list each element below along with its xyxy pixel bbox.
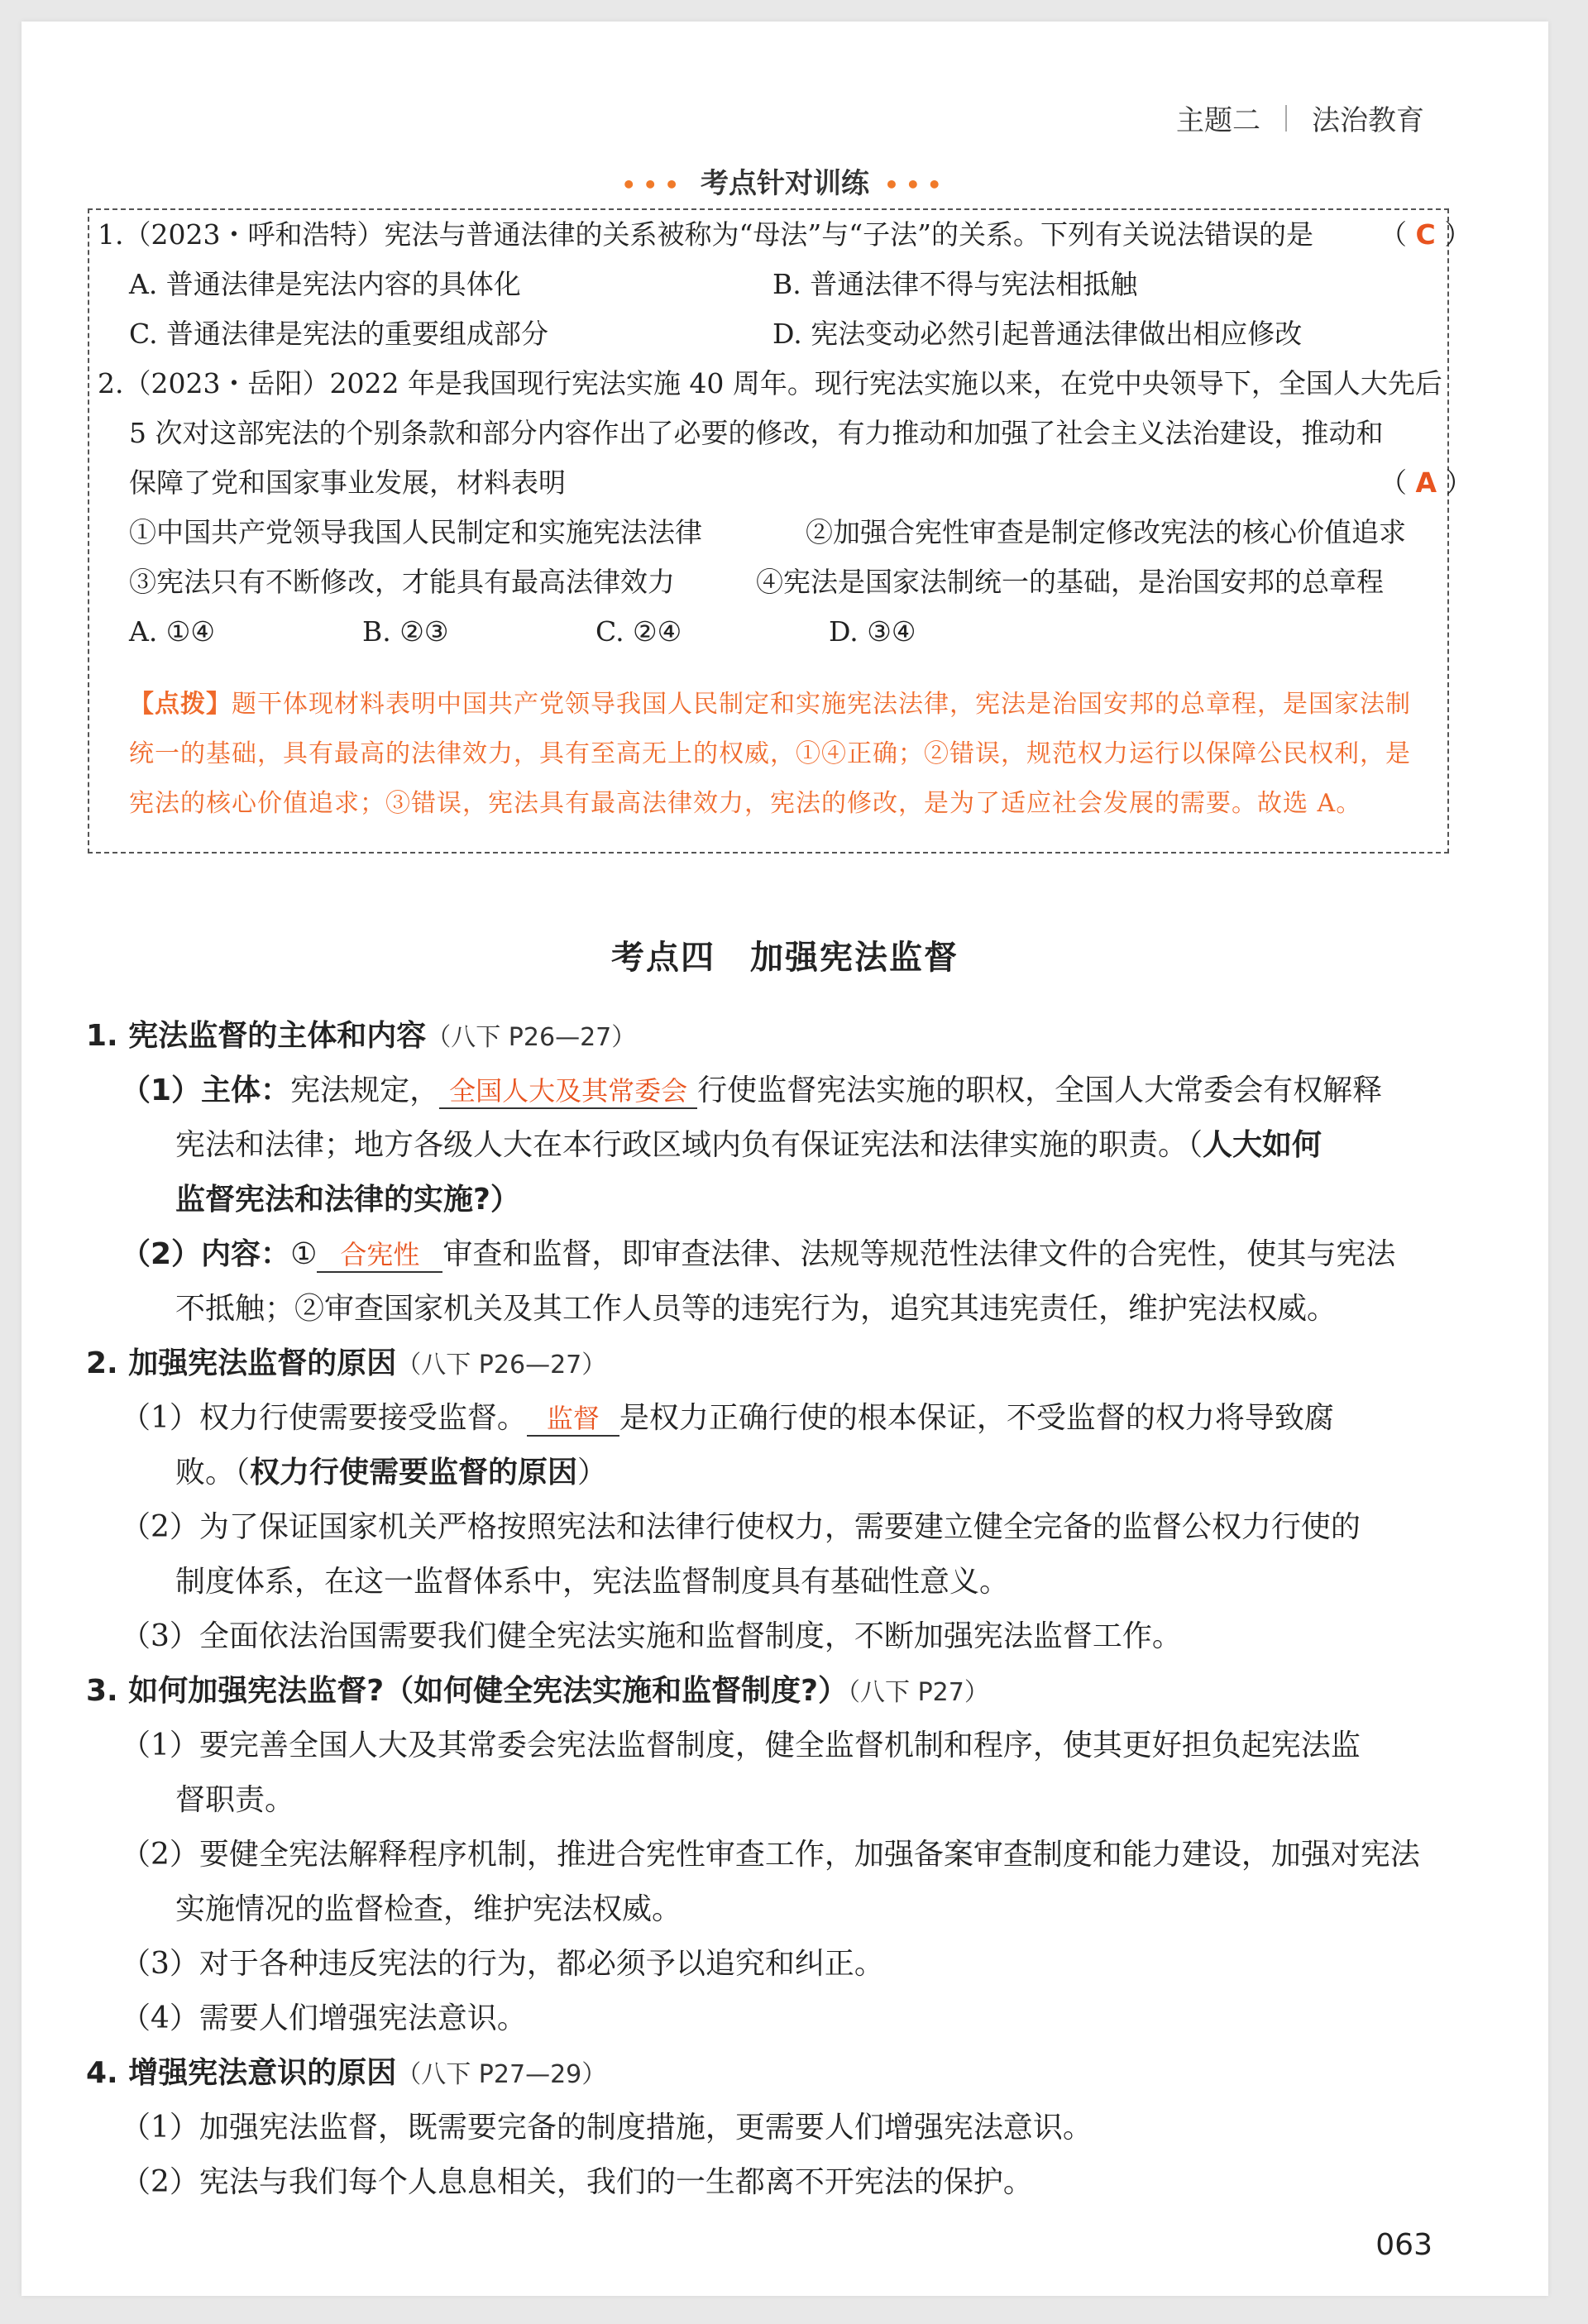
p3-item1-line1: （1）要完善全国人大及其常委会宪法监督制度，健全监督机制和程序，使其更好担负起宪法监	[121, 1729, 1361, 1762]
q2-option-d: D. ③④	[829, 615, 916, 648]
page-header	[1176, 98, 1424, 138]
p3-item4: （4）需要人们增强宪法意识。	[121, 2001, 527, 2035]
q2-option-a: A. ①④	[129, 615, 215, 648]
p1-item1-line2: 宪法和法律；地方各级人大在本行政区域内负有保证宪法和法律实施的职责。（人大如何	[175, 1128, 1323, 1162]
p1-item1-line3: 监督宪法和法律的实施?）	[175, 1183, 520, 1217]
section-tag	[22, 160, 1548, 201]
p4-item2: （2）宪法与我们每个人息息相关，我们的一生都离不开宪法的保护。	[121, 2165, 1033, 2199]
practice-box	[88, 208, 1473, 854]
knowledge-point-title: 考点四 加强宪法监督	[611, 939, 959, 977]
p1-heading: 1. 宪法监督的主体和内容（八下 P26—27）	[86, 1019, 637, 1053]
p1-item1-line1: （1）主体：宪法规定， 全国人大及其常委会 行使监督宪法实施的职权，全国人大常委会有权解释	[121, 1074, 1383, 1107]
q2-statement-3: ③宪法只有不断修改，才能具有最高法律效力	[129, 566, 675, 598]
p2-item2-line1: （2）为了保证国家机关严格按照宪法和法律行使权力，需要建立健全完备的监督公权力行使的	[121, 1510, 1361, 1544]
dots-right-icon: •••	[884, 171, 949, 198]
p2-heading: 2. 加强宪法监督的原因（八下 P26—27）	[86, 1346, 607, 1380]
q2-statement-1: ①中国共产党领导我国人民制定和实施宪法法律	[129, 516, 702, 548]
q2-option-b: B. ②③	[362, 615, 449, 648]
section-tag-text: 考点针对训练	[701, 167, 869, 200]
q2-tip	[129, 680, 1436, 829]
q2-answer: （ A ）	[1380, 466, 1473, 499]
p4-heading: 4. 增强宪法意识的原因（八下 P27—29）	[86, 2056, 607, 2090]
q1-option-a: A. 普通法律是宪法内容的具体化	[129, 268, 521, 300]
page	[22, 22, 1548, 2296]
p1-fill-blank-1: 全国人大及其常委会	[439, 1074, 697, 1109]
p1-item2-line1: （2）内容：① 合宪性 审查和监督，即审查法律、法规等规范性法律文件的合宪性，使其与宪法	[121, 1237, 1396, 1271]
p3-item2-line2: 实施情况的监督检查，维护宪法权威。	[175, 1892, 682, 1926]
p3-item2-line1: （2）要健全宪法解释程序机制，推进合宪性审查工作，加强备案审查制度和能力建设，加强对宪法	[121, 1838, 1420, 1872]
p2-fill-blank: 监督	[527, 1402, 619, 1437]
tip-tag: 【点拨】	[129, 690, 232, 719]
p3-item3: （3）对于各种违反宪法的行为，都必须予以追究和纠正。	[121, 1947, 884, 1981]
p1-item2-line2: 不抵触；②审查国家机关及其工作人员等的违宪行为，追究其违宪责任，维护宪法权威。	[175, 1292, 1337, 1326]
q2-stem-line1: 2.（2023・岳阳）2022 年是我国现行宪法实施 40 周年。现行宪法实施以来，在党中央领导下，全国人大先后	[98, 367, 1442, 399]
q2-stem-line3: 保障了党和国家事业发展，材料表明	[129, 466, 566, 499]
q1-stem: 1.（2023・呼和浩特）宪法与普通法律的关系被称为“母法”与“子法”的关系。下列有关说法错误的是	[98, 218, 1313, 251]
header-divider	[1285, 105, 1287, 132]
q2-statement-2: ②加强合宪性审查是制定修改宪法的核心价值追求	[806, 516, 1406, 548]
q1-answer: （ C ）	[1380, 218, 1472, 251]
q2-option-c: C. ②④	[596, 615, 682, 648]
p3-heading: 3. 如何加强宪法监督?（如何健全宪法实施和监督制度?）（八下 P27）	[86, 1674, 989, 1708]
p2-item3: （3）全面依法治国需要我们健全宪法实施和监督制度，不断加强宪法监督工作。	[121, 1619, 1182, 1653]
tip-text: 题干体现材料表明中国共产党领导我国人民制定和实施宪法法律，宪法是治国安邦的总章程，是国家法制统一的基础，具有最高的法律效力，具有至高无上的权威，①④正确；②错误，规范权力运行以保障公民权利，是宪法的核心价值追求；③错误，宪法具有最高法律效力，宪法的修改，是为了适应社会发展的需要。故选 A。	[129, 690, 1411, 818]
page-number: 063	[1375, 2228, 1433, 2262]
p2-item1-line1: （1）权力行使需要接受监督。 监督 是权力正确行使的根本保证，不受监督的权力将导致腐	[121, 1401, 1334, 1435]
p4-item1: （1）加强宪法监督，既需要完备的制度措施，更需要人们增强宪法意识。	[121, 2111, 1093, 2145]
p2-item2-line2: 制度体系，在这一监督体系中，宪法监督制度具有基础性意义。	[175, 1565, 1010, 1599]
dots-left-icon: •••	[621, 171, 686, 198]
q1-option-d: D. 宪法变动必然引起普通法律做出相应修改	[772, 318, 1303, 350]
header-theme: 主题二	[1176, 104, 1260, 137]
q1-option-c: C. 普通法律是宪法的重要组成部分	[129, 318, 549, 350]
p2-item1-line2: 败。（权力行使需要监督的原因）	[175, 1456, 608, 1490]
q1-option-b: B. 普通法律不得与宪法相抵触	[772, 268, 1138, 300]
p3-item1-line2: 督职责。	[175, 1783, 295, 1817]
p1-fill-blank-2: 合宪性	[317, 1238, 442, 1273]
q2-stem-line2: 5 次对这部宪法的个别条款和部分内容作出了必要的修改，有力推动和加强了社会主义法治建设，推动和	[129, 417, 1384, 449]
header-subject: 法治教育	[1312, 104, 1424, 137]
q2-statement-4: ④宪法是国家法制统一的基础，是治国安邦的总章程	[756, 566, 1384, 598]
